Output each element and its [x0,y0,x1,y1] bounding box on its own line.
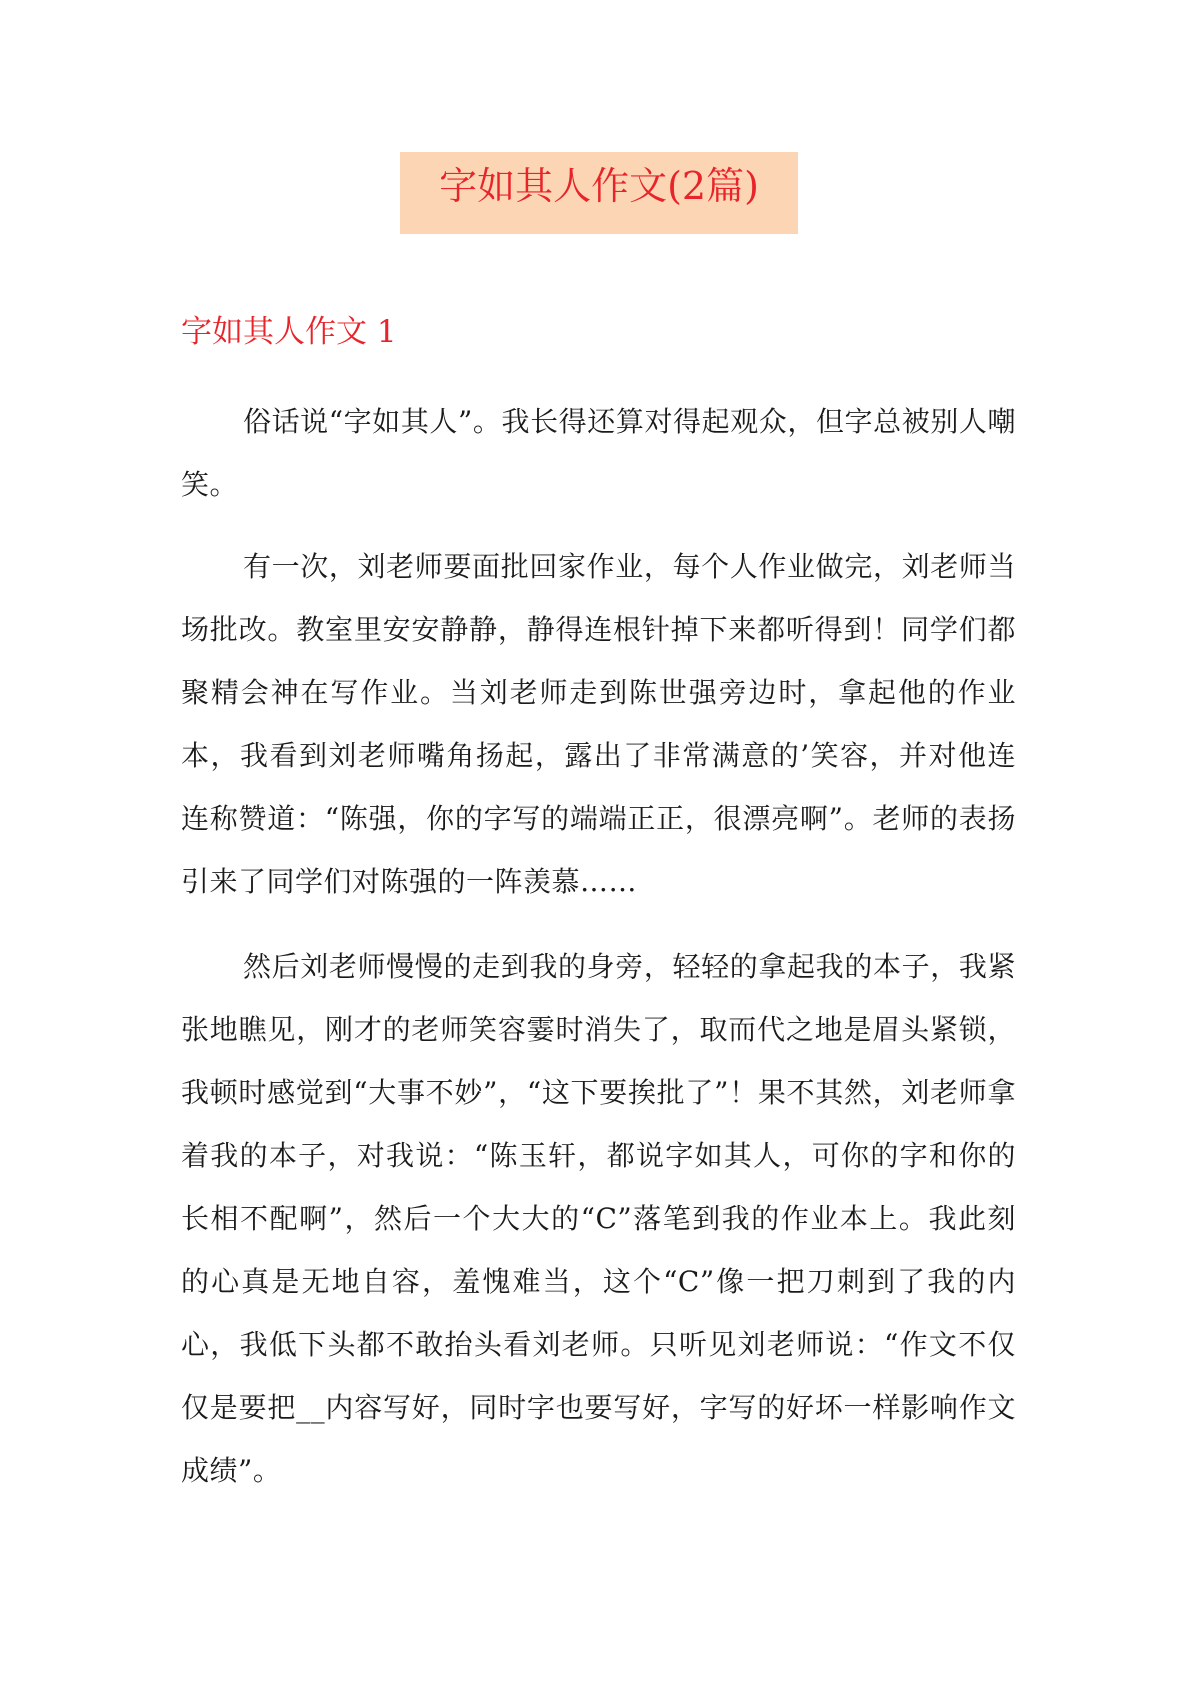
paragraph: 然后刘老师慢慢的走到我的身旁，轻轻的拿起我的本子，我紧张地瞧见，刚才的老师笑容霎时消失了，取而代之地是眉头紧锁，我顿时感觉到“大事不妙”，“这下要挨批了”！果不其然，刘老师拿着我的本子，对我说：“陈玉轩，都说字如其人，可你的字和你的长相不配啊”，然后一个大大的“C”落笔到我的作业本上。我此刻的心真是无地自容，羞愧难当，这个“C”像一把刀刺到了我的内心，我低下头都不敢抬头看刘老师。只听见刘老师说：“作文不仅仅是要把__内容写好，同时字也要写好，字写的好坏一样影响作文成绩”。 [181,950,1016,1487]
paragraph: 有一次，刘老师要面批回家作业，每个人作业做完，刘老师当场批改。教室里安安静静，静得连根针掉下来都听得到！同学们都聚精会神在写作业。当刘老师走到陈世强旁边时，拿起他的作业本，我看到刘老师嘴角扬起，露出了非常满意的’笑容，并对他连连称赞道：“陈强，你的字写的端端正正，很漂亮啊”。老师的表扬引来了同学们对陈强的一阵羡慕…… [181,550,1016,898]
paragraph: 俗话说“字如其人”。我长得还算对得起观众，但字总被别人嘲笑。 [181,405,1016,501]
section-heading: 字如其人作文 1 [181,314,397,350]
paragraph-1-block [181,390,1016,516]
paragraph-2-block [181,535,1016,913]
page-title: 字如其人作文(2篇) [439,164,759,208]
paragraph-3-block [181,935,1016,1502]
